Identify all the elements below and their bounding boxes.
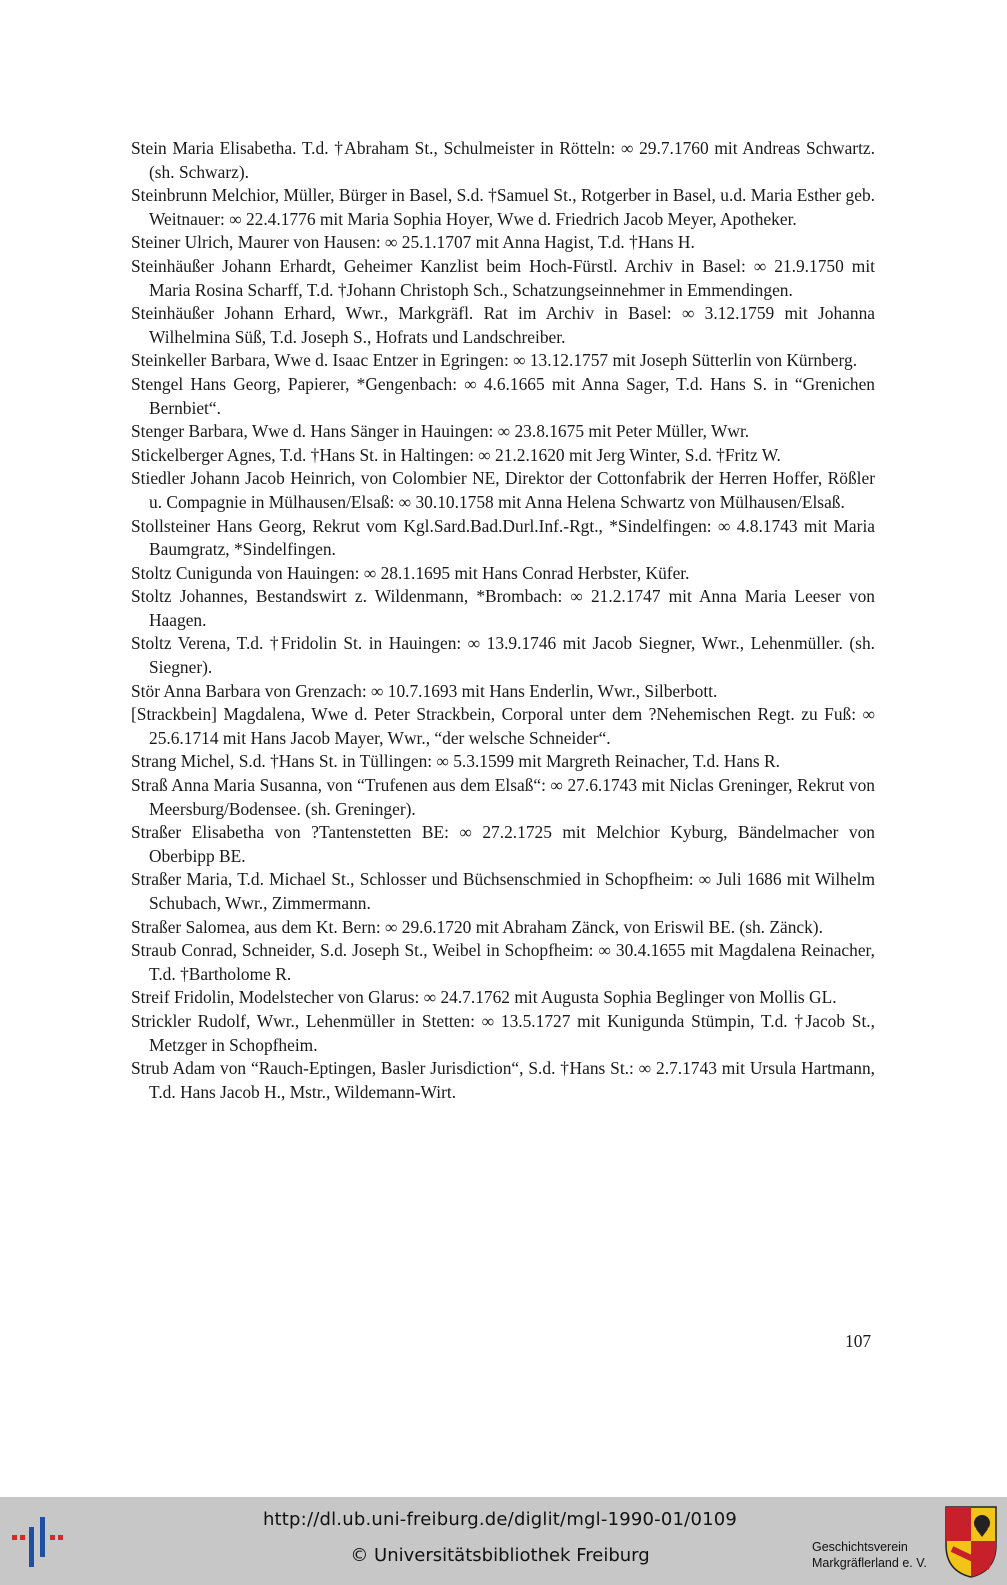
footer-url-link[interactable]: http://dl.ub.uni-freiburg.de/diglit/mgl-1990-01/0109	[262, 1509, 738, 1530]
register-entry: Straub Conrad, Schneider, S.d. Joseph St., Weibel in Schopfheim: ∞ 30.4.1655 mit Magdalena Reinacher, T.d. †Bartholome R.	[131, 940, 875, 984]
register-entry: Steinhäußer Johann Erhard, Wwr., Markgräfl. Rat im Archiv in Basel: ∞ 3.12.1759 mit Johanna Wilhelmina Süß, T.d. Joseph S., Hofrats und Landschreiber.	[131, 303, 875, 347]
register-entry: Stoltz Verena, T.d. †Fridolin St. in Hauingen: ∞ 13.9.1746 mit Jacob Siegner, Wwr., Lehenmüller. (sh. Siegner).	[131, 633, 875, 678]
register-entry: Straßer Maria, T.d. Michael St., Schlosser und Büchsenschmied in Schopfheim: ∞ Juli 1686 mit Wilhelm Schubach, Wwr., Zimmermann.	[131, 869, 875, 913]
register-entry: Stollsteiner Hans Georg, Rekrut vom Kgl.Sard.Bad.Durl.Inf.-Rgt., *Sindelfingen: ∞ 4.8.1743 mit Maria Baumgratz, *Sindelfingen.	[131, 515, 875, 560]
register-entry: Steiner Ulrich, Maurer von Hausen: ∞ 25.1.1707 mit Anna Hagist, T.d. †Hans H.	[131, 232, 695, 253]
register-entry: Stör Anna Barbara von Grenzach: ∞ 10.7.1693 mit Hans Enderlin, Wwr., Silberbott.	[131, 680, 718, 701]
footer-bar	[0, 1497, 1007, 1585]
library-logo-icon	[12, 1517, 66, 1569]
page-number: 107	[845, 1331, 872, 1351]
register-entry: Streif Fridolin, Modelstecher von Glarus: ∞ 24.7.1762 mit Augusta Sophia Beglinger von Mollis GL.	[131, 987, 837, 1008]
register-entry: Straßer Salomea, aus dem Kt. Bern: ∞ 29.6.1720 mit Abraham Zänck, von Eriswil BE. (sh. Zänck).	[131, 916, 823, 937]
register-entry: Straß Anna Maria Susanna, von “Trufenen aus dem Elsaß“: ∞ 27.6.1743 mit Niclas Greninger, Rekrut von Meersburg/Bodensee. (sh. Greninger).	[131, 775, 875, 819]
society-line-2: Markgräflerland e. V.	[812, 1556, 927, 1570]
register-entry: Stengel Hans Georg, Papierer, *Gengenbach: ∞ 4.6.1665 mit Anna Sager, T.d. Hans S. in “Grenichen Bernbiet“.	[131, 373, 875, 418]
register-entry: [Strackbein] Magdalena, Wwe d. Peter Strackbein, Corporal unter dem ?Nehemischen Regt. zu Fuß: ∞ 25.6.1714 mit Hans Jacob Mayer, Wwr., “der welsche Schneider“.	[131, 704, 875, 748]
society-name	[812, 1539, 942, 1571]
register-entry: Stein Maria Elisabetha. T.d. †Abraham St., Schulmeister in Rötteln: ∞ 29.7.1760 mit Andreas Schwartz. (sh. Schwarz).	[131, 138, 875, 182]
footer-copyright: © Universitätsbibliothek Freiburg	[350, 1545, 650, 1566]
society-line-1: Geschichtsverein	[812, 1540, 908, 1554]
register-entry: Stenger Barbara, Wwe d. Hans Sänger in Hauingen: ∞ 23.8.1675 mit Peter Müller, Wwr.	[131, 421, 750, 442]
register-entry: Stiedler Johann Jacob Heinrich, von Colombier NE, Direktor der Cottonfabrik der Herren Hoffer, Rößler u. Compagnie in Mülhausen/Elsaß: ∞ 30.10.1758 mit Anna Helena Schwartz von Mülhausen/Elsaß.	[131, 468, 875, 512]
coat-of-arms-icon	[944, 1505, 998, 1579]
register-entry: Stickelberger Agnes, T.d. †Hans St. in Haltingen: ∞ 21.2.1620 mit Jerg Winter, S.d. †Fritz W.	[131, 444, 781, 465]
register-entry: Steinbrunn Melchior, Müller, Bürger in Basel, S.d. †Samuel St., Rotgerber in Basel, u.d. Maria Esther geb. Weitnauer: ∞ 22.4.1776 mit Maria Sophia Hoyer, Wwe d. Friedrich Jacob Meyer, Apotheker.	[131, 185, 875, 229]
register-entry: Strickler Rudolf, Wwr., Lehenmüller in Stetten: ∞ 13.5.1727 mit Kunigunda Stümpin, T.d. †Jacob St., Metzger in Schopfheim.	[131, 1010, 875, 1055]
register-entry: Stoltz Johannes, Bestandswirt z. Wildenmann, *Brombach: ∞ 21.2.1747 mit Anna Maria Leeser von Haagen.	[131, 586, 875, 630]
register-entry: Straßer Elisabetha von ?Tantenstetten BE: ∞ 27.2.1725 mit Melchior Kyburg, Bändelmacher von Oberbipp BE.	[131, 822, 875, 866]
register-entry: Strang Michel, S.d. †Hans St. in Tüllingen: ∞ 5.3.1599 mit Margreth Reinacher, T.d. Hans R.	[131, 751, 780, 772]
entry-list	[131, 137, 875, 1104]
register-entry: Steinhäußer Johann Erhardt, Geheimer Kanzlist beim Hoch-Fürstl. Archiv in Basel: ∞ 21.9.1750 mit Maria Rosina Scharff, T.d. †Johann Christoph Sch., Schatzungseinnehmer in Emmendingen.	[131, 255, 875, 300]
register-entry: Stoltz Cunigunda von Hauingen: ∞ 28.1.1695 mit Hans Conrad Herbster, Küfer.	[131, 562, 690, 583]
register-entry: Strub Adam von “Rauch-Eptingen, Basler Jurisdiction“, S.d. †Hans St.: ∞ 2.7.1743 mit Ursula Hartmann, T.d. Hans Jacob H., Mstr., Wildemann-Wirt.	[131, 1058, 875, 1102]
register-entry: Steinkeller Barbara, Wwe d. Isaac Entzer in Egringen: ∞ 13.12.1757 mit Joseph Sütterlin von Kürnberg.	[131, 350, 858, 371]
